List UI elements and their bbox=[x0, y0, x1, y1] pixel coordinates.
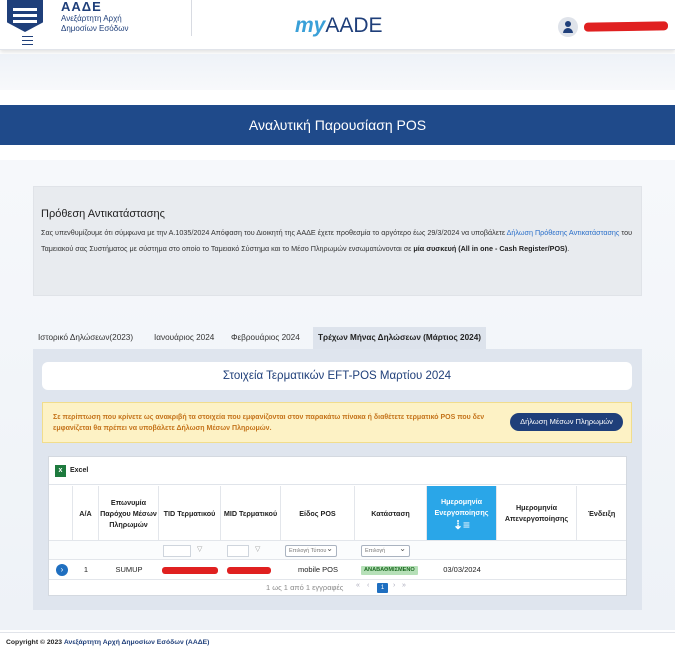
copyright-label: Copyright © 2023 bbox=[6, 639, 64, 646]
column-provider[interactable]: Επωνυμία Παρόχου Μέσων Πληρωμών bbox=[99, 486, 159, 540]
notice-title: Πρόθεση Αντικατάστασης bbox=[41, 208, 165, 220]
column-mid[interactable]: MID Τερματικού bbox=[221, 486, 281, 540]
notice-text-end: . bbox=[567, 244, 570, 253]
excel-export-button[interactable] bbox=[55, 465, 88, 479]
replacement-notice bbox=[33, 186, 642, 296]
notice-text-bold: μία συσκευή (All in one - Cash Register/POS) bbox=[413, 244, 568, 253]
header-divider bbox=[191, 0, 192, 36]
cell-indication bbox=[577, 560, 626, 580]
brand-my: my bbox=[295, 14, 326, 37]
cell-deactivation-date bbox=[497, 560, 577, 580]
warning-box bbox=[42, 402, 632, 443]
mid-filter-icon[interactable]: ▽ bbox=[255, 546, 261, 553]
logo-abbreviation: ΑΑΔΕ bbox=[61, 0, 102, 14]
cell-aa: 1 bbox=[83, 565, 89, 574]
cell-activation-date: 03/03/2024 bbox=[443, 565, 481, 574]
column-indication[interactable]: Ένδειξη bbox=[587, 508, 616, 518]
grid-toolbar bbox=[49, 457, 626, 485]
tab-current-month[interactable]: Τρέχων Μήνας Δηλώσεων (Μάρτιος 2024) bbox=[313, 327, 486, 349]
column-activation-date[interactable] bbox=[427, 486, 497, 540]
cell-mid-redacted bbox=[227, 567, 271, 574]
user-avatar-icon[interactable] bbox=[558, 17, 578, 37]
filter-row bbox=[49, 540, 626, 560]
brand-name: AADE bbox=[325, 14, 383, 37]
expand-row-icon[interactable]: › bbox=[56, 564, 68, 576]
terminals-panel bbox=[33, 349, 642, 610]
excel-label: Excel bbox=[70, 467, 89, 474]
menu-icon[interactable] bbox=[22, 36, 33, 45]
first-page-icon[interactable]: « bbox=[356, 582, 360, 589]
user-name-redacted[interactable] bbox=[584, 21, 668, 31]
pager-info: 1 ως 1 από 1 εγγραφές bbox=[266, 583, 344, 592]
mid-filter-input[interactable] bbox=[227, 545, 249, 557]
notice-text-after: του Ταμειακού σας Συστήματος με σύστημα στο οποίο το Ταμειακό Σύστημα και το Μέσο Πληρωμών ενσωματώνονται σε bbox=[41, 228, 633, 253]
header-spacer bbox=[0, 54, 675, 90]
column-activation-date-label: Ημερομηνία Ενεργοποίησης bbox=[434, 496, 489, 517]
terminals-grid bbox=[48, 456, 627, 596]
aade-logo-icon[interactable] bbox=[7, 0, 43, 32]
last-page-icon[interactable]: » bbox=[402, 582, 406, 589]
pos-type-filter-select[interactable]: Επιλογή Τύπου ⌄ bbox=[285, 545, 337, 557]
column-tid[interactable]: TID Τερματικού bbox=[159, 486, 221, 540]
intent-declaration-link[interactable]: Δήλωση Πρόθεσης Αντικατάστασης bbox=[506, 228, 620, 237]
top-header bbox=[0, 0, 675, 50]
myaade-brand[interactable] bbox=[295, 14, 383, 38]
aade-logo-text[interactable] bbox=[61, 0, 128, 34]
current-page-button[interactable]: 1 bbox=[377, 583, 388, 593]
prev-page-icon[interactable]: ‹ bbox=[367, 582, 370, 589]
status-badge: ΑΝΑΒΑΘΜΙΣΜΕΝΟ bbox=[361, 566, 418, 575]
cell-provider: SUMUP bbox=[115, 565, 143, 574]
notice-text-before: Σας υπενθυμίζουμε ότι σύμφωνα με την Α.1035/2024 Απόφαση του Διοικητή της ΑΑΔΕ έχετε προθεσμία το αργότερο έως 29/3/2024 να υποβάλετε bbox=[41, 228, 507, 237]
sort-descending-icon[interactable]: ⇣≡ bbox=[452, 517, 471, 532]
cell-pos-type: mobile POS bbox=[297, 565, 339, 574]
column-aa[interactable]: Α/Α bbox=[73, 486, 99, 540]
cell-tid-redacted bbox=[162, 567, 218, 574]
column-pos-type[interactable]: Είδος POS bbox=[281, 486, 355, 540]
tab-january-2024[interactable]: Ιανουάριος 2024 bbox=[154, 333, 215, 342]
tid-filter-icon[interactable]: ▽ bbox=[197, 546, 203, 553]
tab-february-2024[interactable]: Φεβρουάριος 2024 bbox=[231, 333, 300, 342]
panel-title: Στοιχεία Τερματικών EFT-POS Μαρτίου 2024 bbox=[42, 362, 632, 390]
tid-filter-input[interactable] bbox=[163, 545, 191, 557]
pager bbox=[49, 580, 626, 596]
footer-copyright bbox=[6, 639, 209, 646]
page-title: Αναλυτική Παρουσίαση POS bbox=[0, 105, 675, 145]
excel-icon: x bbox=[55, 465, 66, 477]
footer-org-name: Ανεξάρτητη Αρχή Δημοσίων Εσόδων (ΑΑΔΕ) bbox=[63, 639, 210, 646]
page-footer bbox=[0, 632, 675, 653]
payment-means-declaration-button[interactable]: Δήλωση Μέσων Πληρωμών bbox=[510, 413, 623, 431]
notice-text bbox=[41, 225, 633, 257]
next-page-icon[interactable]: › bbox=[393, 582, 396, 589]
table-row[interactable] bbox=[49, 560, 626, 580]
status-filter-select[interactable]: Επιλογή ⌄ bbox=[361, 545, 410, 557]
logo-line-2: Δημοσίων Εσόδων bbox=[61, 24, 129, 33]
column-expand bbox=[49, 486, 73, 540]
warning-text: Σε περίπτωση που κρίνετε ως ανακριβή τα στοιχεία που εμφανίζονται στον παρακάτω πίνακα ή διαθέτετε τερματικό POS που δεν εμφανίζεται θα πρέπει να υποβάλετε Δήλωση Μέσων Πληρωμών. bbox=[53, 414, 485, 432]
column-deactivation-date[interactable]: Ημερομηνία Απενεργοποίησης bbox=[497, 486, 577, 540]
tab-history-2023[interactable]: Ιστορικό Δηλώσεων(2023) bbox=[38, 333, 134, 342]
logo-line-1: Ανεξάρτητη Αρχή bbox=[61, 14, 122, 23]
column-status[interactable]: Κατάσταση bbox=[355, 486, 427, 540]
